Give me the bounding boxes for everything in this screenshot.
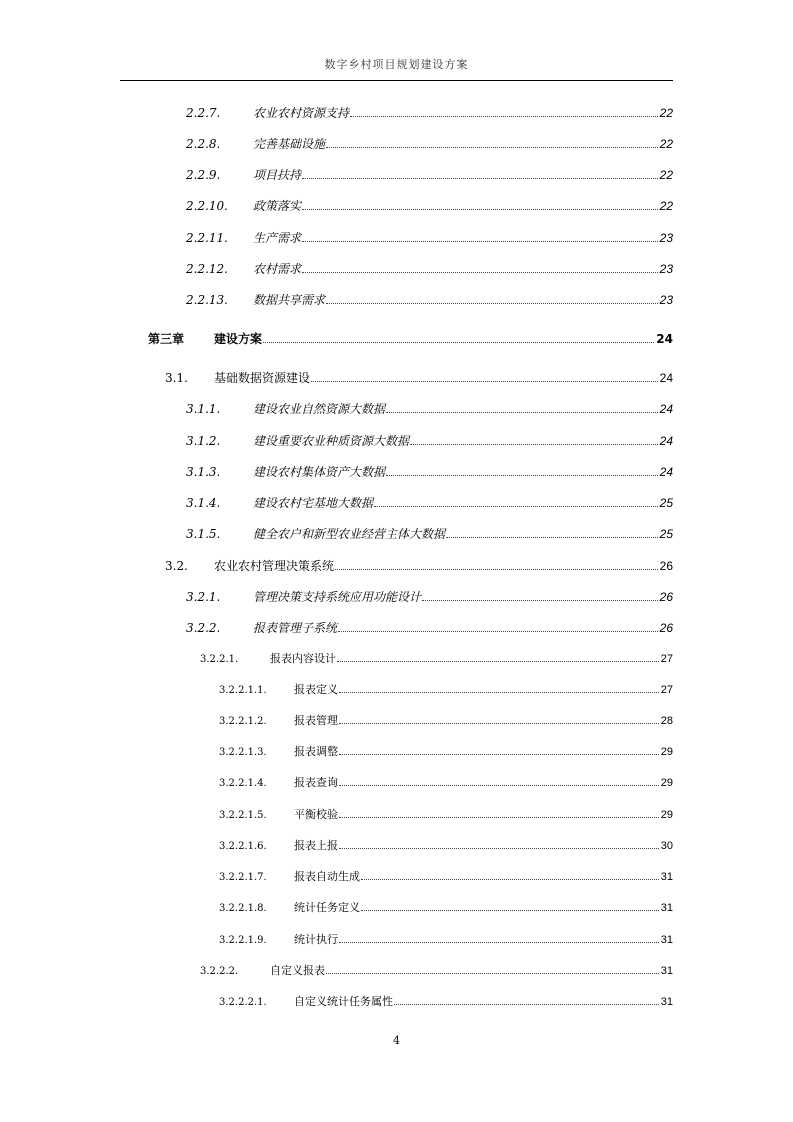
toc-entry-title: 建设方案 <box>214 332 263 346</box>
toc-entry-title: 统计任务定义 <box>294 901 360 914</box>
toc-entry-title: 报表查询 <box>294 776 338 789</box>
toc-entry[interactable] <box>186 494 673 511</box>
toc-dot-leader <box>302 241 658 242</box>
toc-entry-title: 报表调整 <box>294 745 338 758</box>
toc-dot-leader <box>361 910 659 911</box>
toc-entry-number: 3.2.1. <box>186 590 221 604</box>
toc-entry-title: 报表管理子系统 <box>253 621 338 635</box>
toc-entry-number: 3.2. <box>165 559 188 573</box>
toc-entry-number: 3.2.2.1.4. <box>219 778 267 789</box>
toc-entry-number: 3.2.2.1.6. <box>219 841 267 852</box>
toc-entry-title: 自定义统计任务属性 <box>294 995 393 1008</box>
toc-entry[interactable] <box>186 291 673 308</box>
toc-dot-leader <box>302 272 658 273</box>
toc-entry-number: 3.2.2. <box>186 621 221 635</box>
toc-entry[interactable] <box>186 463 673 480</box>
toc-dot-leader <box>339 942 659 943</box>
toc-entry-page: 28 <box>660 715 673 727</box>
toc-entry[interactable] <box>186 104 673 121</box>
toc-entry-page: 31 <box>660 934 673 946</box>
toc-dot-leader <box>410 444 658 445</box>
toc-dot-leader <box>386 412 658 413</box>
toc-entry-title: 完善基础设施 <box>253 137 326 151</box>
toc-entry-title: 农村需求 <box>253 262 302 276</box>
toc-entry-title: 报表上报 <box>294 839 338 852</box>
toc-dot-leader <box>326 973 659 974</box>
toc-dot-leader <box>326 303 658 304</box>
toc-entry[interactable] <box>148 330 673 347</box>
toc-entry-number: 3.1. <box>165 371 188 385</box>
toc-entry-number: 3.1.1. <box>186 402 221 416</box>
toc-entry[interactable] <box>186 400 673 417</box>
toc-entry[interactable] <box>219 899 673 915</box>
toc-entry-number: 3.1.5. <box>186 527 221 541</box>
toc-entry-page: 24 <box>659 371 673 385</box>
toc-entry-title: 报表定义 <box>294 683 338 696</box>
toc-entry-page: 24 <box>659 402 673 416</box>
toc-entry[interactable] <box>219 931 673 947</box>
toc-dot-leader <box>339 692 659 693</box>
toc-entry-page: 23 <box>659 262 673 276</box>
toc-dot-leader <box>335 569 658 570</box>
header-rule <box>120 80 673 81</box>
toc-entry-number: 3.2.2.1.7. <box>219 872 267 883</box>
toc-dot-leader <box>339 785 659 786</box>
toc-entry-number: 2.2.11. <box>186 231 228 245</box>
page-header: 数字乡村项目规划建设方案 <box>324 58 469 71</box>
toc-dot-leader <box>339 754 659 755</box>
toc-entry[interactable] <box>186 588 673 605</box>
toc-entry[interactable] <box>186 525 673 542</box>
toc-entry-number: 3.2.2.1.8. <box>219 903 267 914</box>
toc-entry[interactable] <box>219 743 673 759</box>
toc-entry-page: 24 <box>656 332 673 346</box>
toc-entry-title: 建设农村宅基地大数据 <box>253 496 374 510</box>
toc-entry-number: 3.2.2.1.2. <box>219 716 267 727</box>
toc-entry-title: 管理决策支持系统应用功能设计 <box>253 590 422 604</box>
toc-entry-page: 23 <box>659 231 673 245</box>
toc-dot-leader <box>339 848 659 849</box>
toc-entry-number: 2.2.10. <box>186 199 228 213</box>
toc-dot-leader <box>422 600 658 601</box>
toc-dot-leader <box>263 342 654 343</box>
toc-entry[interactable] <box>219 993 673 1009</box>
toc-entry-page: 29 <box>660 809 673 821</box>
toc-entry-page: 27 <box>660 653 673 665</box>
toc-entry-title: 政策落实 <box>253 199 302 213</box>
toc-entry-page: 23 <box>659 293 673 307</box>
toc-entry-title: 报表自动生成 <box>294 870 360 883</box>
toc-entry-page: 27 <box>660 684 673 696</box>
toc-entry-page: 31 <box>660 902 673 914</box>
toc-dot-leader <box>311 381 658 382</box>
toc-entry-page: 24 <box>659 434 673 448</box>
toc-entry-title: 建设农村集体资产大数据 <box>253 465 386 479</box>
toc-entry-page: 22 <box>659 137 673 151</box>
toc-entry[interactable] <box>219 868 673 884</box>
toc-dot-leader <box>302 209 658 210</box>
toc-entry-page: 31 <box>660 996 673 1008</box>
page-number: 4 <box>393 1034 400 1047</box>
toc-dot-leader <box>337 661 659 662</box>
toc-entry-number: 3.2.2.1.5. <box>219 810 267 821</box>
toc-entry-number: 2.2.13. <box>186 293 228 307</box>
toc-entry[interactable] <box>219 681 673 697</box>
toc-dot-leader <box>394 1004 659 1005</box>
toc-entry[interactable] <box>200 962 673 978</box>
toc-entry-page: 22 <box>659 106 673 120</box>
toc-entry-number: 2.2.8. <box>186 137 221 151</box>
toc-dot-leader <box>361 879 659 880</box>
toc-entry[interactable] <box>200 650 673 666</box>
toc-entry-number: 2.2.9. <box>186 168 221 182</box>
toc-entry-title: 基础数据资源建设 <box>214 371 311 385</box>
toc-entry-page: 24 <box>659 465 673 479</box>
toc-entry-title: 健全农户和新型农业经营主体大数据 <box>253 527 446 541</box>
toc-entry[interactable] <box>186 432 673 449</box>
toc-entry-page: 31 <box>660 965 673 977</box>
toc-entry-number: 2.2.12. <box>186 262 228 276</box>
toc-entry-page: 26 <box>659 559 673 573</box>
toc-dot-leader <box>339 723 659 724</box>
toc-entry-number: 3.2.2.2.1. <box>219 997 267 1008</box>
toc-dot-leader <box>302 178 658 179</box>
toc-entry-title: 农业农村资源支持 <box>253 106 350 120</box>
toc-entry[interactable] <box>165 557 673 574</box>
toc-entry-page: 25 <box>659 496 673 510</box>
toc-dot-leader <box>338 631 658 632</box>
toc-entry[interactable] <box>219 712 673 728</box>
toc-entry-page: 30 <box>660 840 673 852</box>
toc-entry-number: 3.2.2.1.9. <box>219 935 267 946</box>
toc-dot-leader <box>374 506 658 507</box>
toc-entry-page: 22 <box>659 168 673 182</box>
toc-entry-title: 农业农村管理决策系统 <box>214 559 335 573</box>
toc-dot-leader <box>446 537 658 538</box>
toc-entry-page: 31 <box>660 871 673 883</box>
toc-entry[interactable] <box>186 197 673 214</box>
toc-entry-title: 自定义报表 <box>270 964 325 977</box>
toc-entry-number: 3.2.2.1.3. <box>219 747 267 758</box>
toc-entry-title: 项目扶持 <box>253 168 302 182</box>
toc-entry-page: 26 <box>659 590 673 604</box>
toc-entry-number: 第三章 <box>148 332 185 346</box>
toc-entry-title: 生产需求 <box>253 231 302 245</box>
toc-dot-leader <box>326 147 658 148</box>
toc-entry-number: 3.2.2.1. <box>200 654 239 665</box>
toc-dot-leader <box>350 116 658 117</box>
toc-entry-page: 25 <box>659 527 673 541</box>
toc-entry-title: 报表管理 <box>294 714 338 727</box>
toc-entry[interactable] <box>219 837 673 853</box>
toc-entry[interactable] <box>219 806 673 822</box>
toc-entry[interactable] <box>186 619 673 636</box>
toc-entry[interactable] <box>186 260 673 277</box>
toc-entry[interactable] <box>219 774 673 790</box>
toc-entry[interactable] <box>165 369 673 386</box>
toc-entry-title: 平衡校验 <box>294 808 338 821</box>
toc-entry-number: 3.1.4. <box>186 496 221 510</box>
toc-entry-number: 3.1.3. <box>186 465 221 479</box>
toc-entry-title: 数据共享需求 <box>253 293 326 307</box>
toc-entry-number: 2.2.7. <box>186 106 221 120</box>
toc-dot-leader <box>339 817 659 818</box>
toc-entry-number: 3.2.2.2. <box>200 966 239 977</box>
toc-entry-title: 建设农业自然资源大数据 <box>253 402 386 416</box>
toc-entry-title: 统计执行 <box>294 933 338 946</box>
toc-entry[interactable] <box>186 166 673 183</box>
toc-entry[interactable] <box>186 229 673 246</box>
toc-entry-title: 报表内容设计 <box>270 652 336 665</box>
toc-entry-page: 26 <box>659 621 673 635</box>
toc-entry-page: 29 <box>660 777 673 789</box>
toc-entry-title: 建设重要农业种质资源大数据 <box>253 434 410 448</box>
toc-entry-page: 29 <box>660 746 673 758</box>
toc-dot-leader <box>386 475 658 476</box>
toc-entry[interactable] <box>186 135 673 152</box>
toc-entry-number: 3.1.2. <box>186 434 221 448</box>
toc-entry-page: 22 <box>659 199 673 213</box>
toc-entry-number: 3.2.2.1.1. <box>219 685 267 696</box>
